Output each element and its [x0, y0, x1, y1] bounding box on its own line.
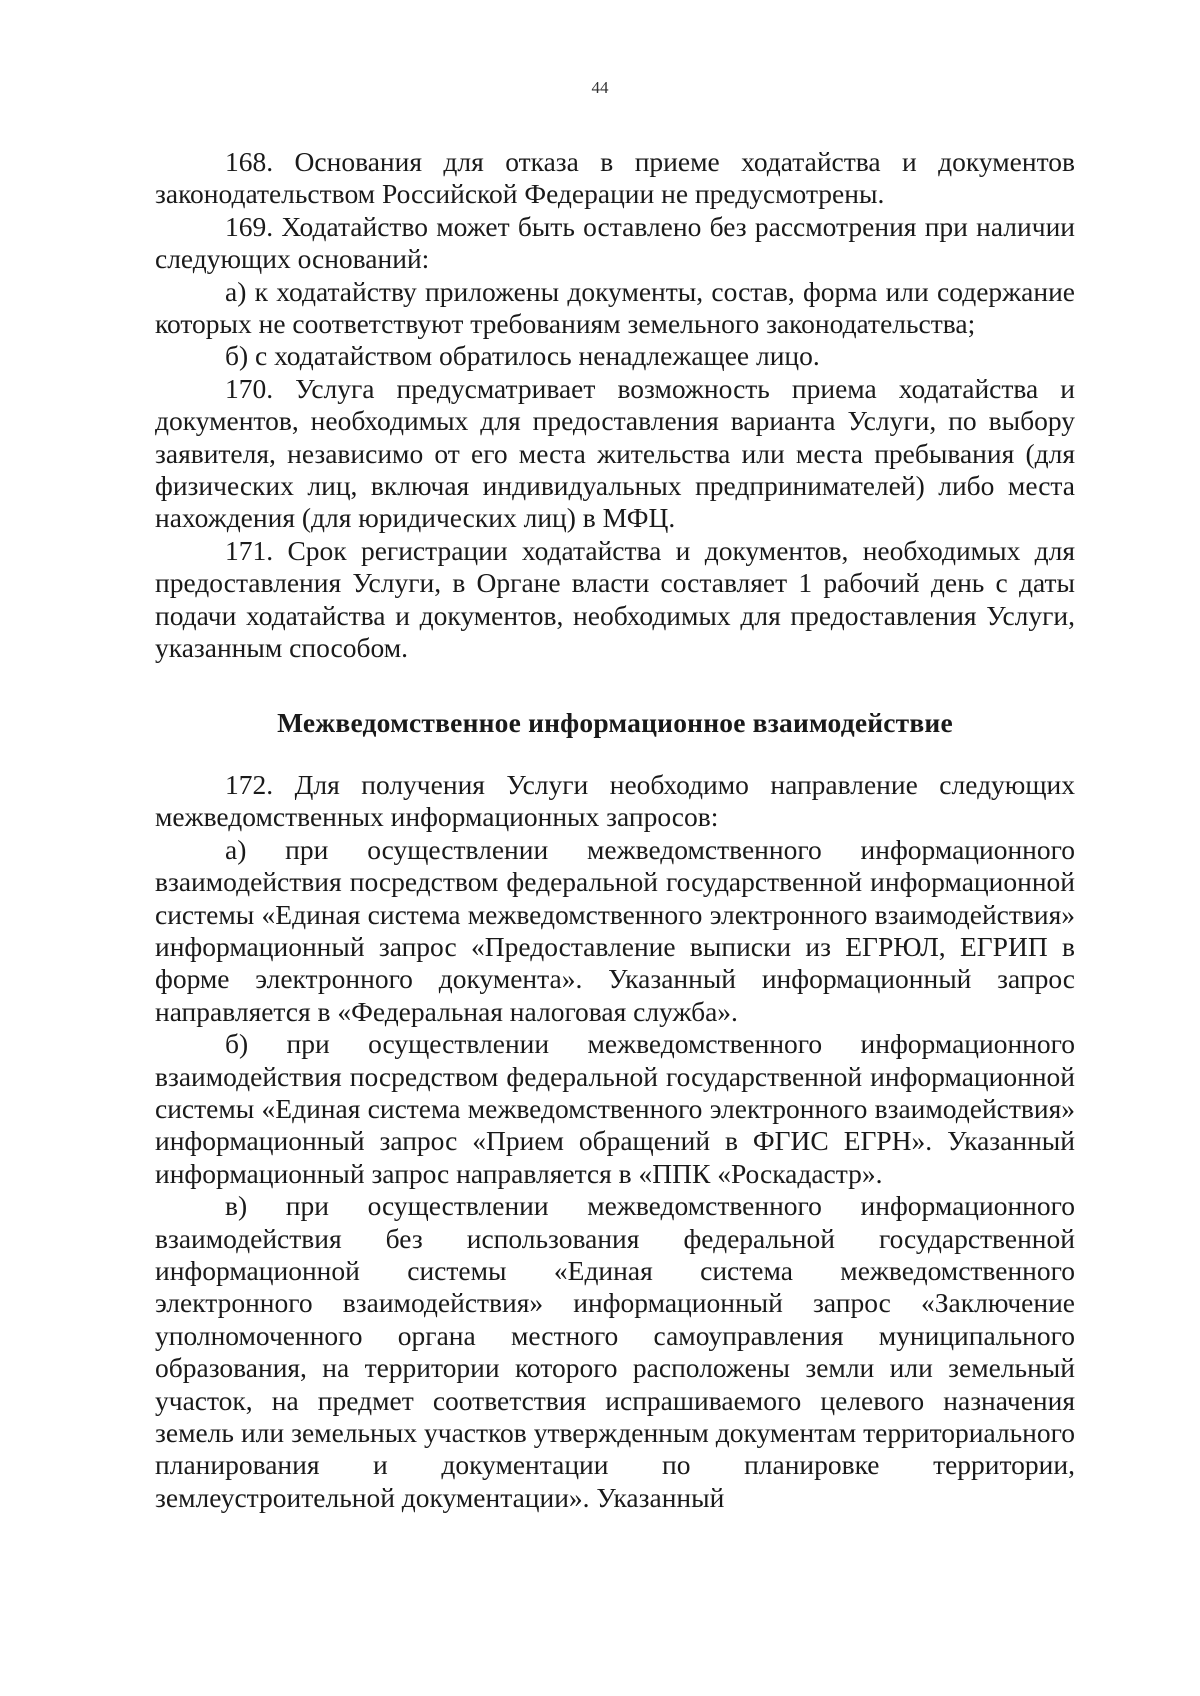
section-title: Межведомственное информационное взаимодействие: [277, 706, 953, 738]
paragraph-169: 169. Ходатайство может быть оставлено без рассмотрения при наличии следующих оснований:: [155, 210, 1075, 275]
subitem-169-b: б) с ходатайством обратилось ненадлежащее лицо.: [225, 340, 820, 372]
subitem-172-b: б) при осуществлении межведомственного информационного взаимодействия посредством федеральной государственной информационной системы «Единая система межведомственного электронного взаимодействия» информационный запрос «Прием обращений в ФГИС ЕГРН». Указанный информационный запрос направляется в «ППК «Роскадастр».: [155, 1028, 1075, 1189]
page-number: 44: [591, 78, 609, 97]
paragraph-168: 168. Основания для отказа в приеме ходатайства и документов законодательством Российской Федерации не предусмотрены.: [155, 146, 1075, 210]
document-body: [155, 146, 1075, 1514]
subitem-169-a: а) к ходатайству приложены документы, состав, форма или содержание которых не соответствуют требованиям земельного законодательства;: [155, 275, 1075, 340]
subitem-172-a: а) при осуществлении межведомственного информационного взаимодействия посредством федеральной государственной информационной системы «Единая система межведомственного электронного взаимодействия» информационный запрос «Предоставление выписки из ЕГРЮЛ, ЕГРИП в форме электронного документа». Указанный информационный запрос направляется в «Федеральная налоговая служба».: [155, 833, 1075, 1027]
paragraph-172: 172. Для получения Услуги необходимо направление следующих межведомственных информационных запросов:: [155, 768, 1075, 833]
subitem-172-c: в) при осуществлении межведомственного информационного взаимодействия без использования федеральной государственной информационной системы «Единая система межведомственного электронного взаимодействия» информационный запрос «Заключение уполномоченного органа местного самоуправления муниципального образования, на территории которого расположены земли или земельный участок, на предмет соответствия испрашиваемого целевого назначения земель или земельных участков утвержденным документам территориального планирования и документации по планировке территории, землеустроительной документации». Указанный: [155, 1190, 1075, 1513]
paragraph-170: 170. Услуга предусматривает возможность приема ходатайства и документов, необходимых для предоставления варианта Услуги, по выбору заявителя, независимо от его места жительства или места пребывания (для физических лиц, включая индивидуальных предпринимателей) либо места нахождения (для юридических лиц) в МФЦ.: [155, 372, 1075, 534]
paragraph-171: 171. Срок регистрации ходатайства и документов, необходимых для предоставления Услуги, в Органе власти составляет 1 рабочий день с даты подачи ходатайства и документов, необходимых для предоставления Услуги, указанным способом.: [155, 534, 1075, 664]
